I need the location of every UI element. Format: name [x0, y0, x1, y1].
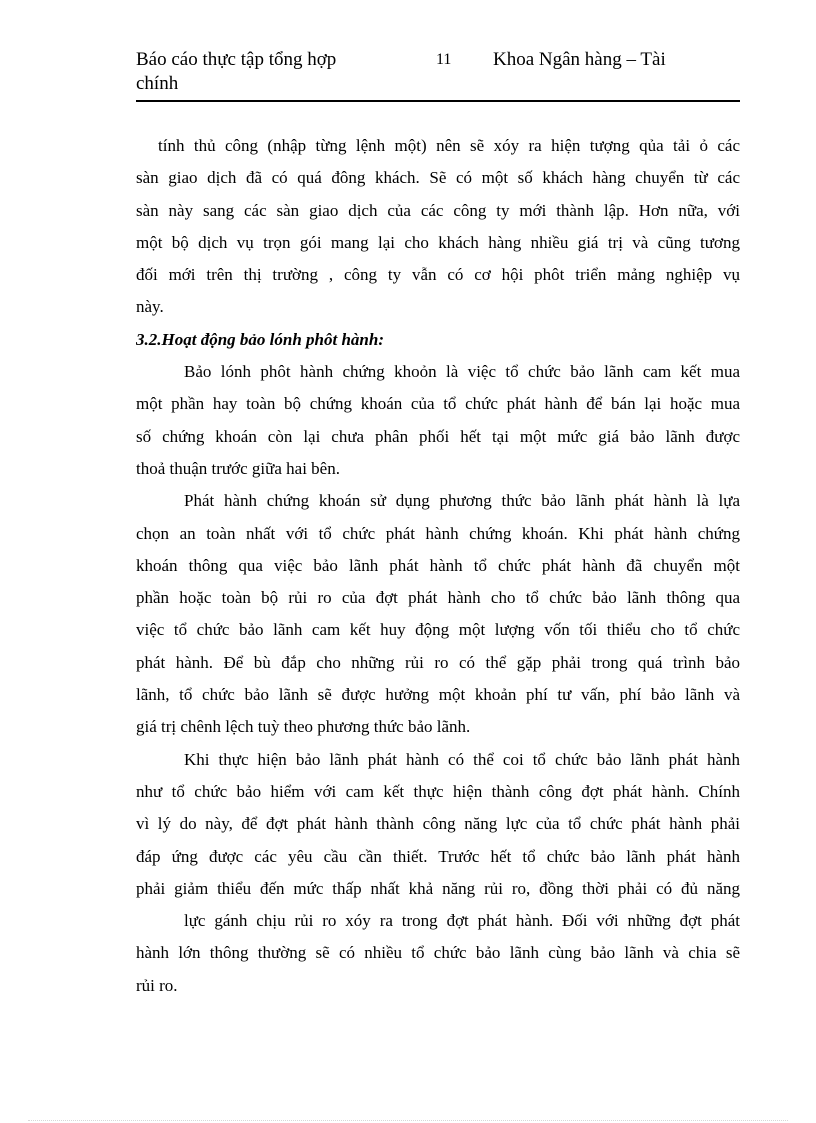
text-line: tính thủ công (nhập từng lệnh một) nên sẽ xóy ra hiện tượng qủa tải ỏ các	[158, 136, 740, 155]
section-heading: 3.2.Hoạt động bảo lónh phôt hành:	[136, 329, 384, 349]
text-line: một bộ dịch vụ trọn gói mang lại cho khách hàng nhiều giá trị và cũng tương	[136, 232, 740, 252]
text-line: sàn giao dịch đã có quá đông khách. Sẽ có một số khách hàng chuyển từ các	[136, 168, 740, 188]
text-line: đối mới trên thị trường , công ty vẫn có cơ hội phôt triển mảng nghiệp vụ	[136, 265, 740, 285]
text-line: rủi ro.	[136, 975, 178, 995]
text-line: khoán thông qua việc bảo lãnh phát hành tổ chức phát hành đã chuyển một	[136, 555, 740, 575]
text-line: một phần hay toàn bộ chứng khoán của tổ chức phát hành để bán lại hoặc mua	[136, 394, 740, 414]
header-title-line1: Báo cáo thực tập tổng hợp	[136, 49, 337, 70]
text-line: phát hành. Để bù đắp cho những rủi ro có thể gặp phải trong quá trình bảo	[136, 652, 740, 672]
text-line: vì lý do này, để đợt phát hành thành công năng lực của tổ chức phát hành phải	[136, 814, 740, 834]
text-line: phần hoặc toàn bộ rủi ro của đợt phát hành cho tổ chức bảo lãnh thông qua	[136, 588, 740, 608]
page-header	[136, 48, 740, 102]
text-line: đáp ứng được các yêu cầu cần thiết. Trước hết tổ chức bảo lãnh phát hành	[136, 846, 740, 866]
text-line: Bảo lónh phôt hành chứng khoỏn là việc tổ chức bảo lãnh cam kết mua	[184, 362, 740, 382]
text-line: phải giảm thiểu đến mức thấp nhất khả năng rủi ro, đồng thời phải có đủ năng	[136, 878, 740, 898]
text-line: lực gánh chịu rủi ro xóy ra trong đợt phát hành. Đối với những đợt phát	[184, 911, 740, 931]
header-report-title	[136, 48, 386, 96]
text-line: như tổ chức bảo hiểm với cam kết thực hiện thành công đợt phát hành. Chính	[136, 781, 740, 801]
text-line: lãnh, tổ chức bảo lãnh sẽ được hưởng một khoản phí tư vấn, phí bảo lãnh và	[136, 685, 740, 705]
text-line: này.	[136, 297, 164, 317]
body-text	[136, 130, 740, 1002]
text-line: Khi thực hiện bảo lãnh phát hành có thể coi tổ chức bảo lãnh phát hành	[184, 749, 740, 769]
text-line: chọn an toàn nhất với tổ chức phát hành chứng khoán. Khi phát hành chứng	[136, 523, 740, 543]
text-line: sàn này sang các sàn giao dịch của các công ty mới thành lập. Hơn nữa, với	[136, 200, 740, 220]
text-line: số chứng khoán còn lại chưa phân phối hết tại một mức giá bảo lãnh được	[136, 426, 740, 446]
footer-divider	[28, 1120, 788, 1121]
header-title-line2: chính	[136, 73, 179, 94]
page-number: 11	[436, 51, 452, 68]
text-line: việc tổ chức bảo lãnh cam kết huy động một lượng vốn tối thiểu cho tổ chức	[136, 620, 740, 640]
text-line: hành lớn thông thường sẽ có nhiều tổ chức bảo lãnh cùng bảo lãnh và chia sẽ	[136, 943, 740, 963]
text-line: giá trị chênh lệch tuỳ theo phương thức bảo lãnh.	[136, 717, 471, 737]
text-line: thoả thuận trước giữa hai bên.	[136, 458, 340, 478]
text-line: Phát hành chứng khoán sử dụng phương thức bảo lãnh phát hành là lựa	[184, 491, 740, 511]
header-faculty: Khoa Ngân hàng – Tài	[493, 49, 666, 70]
